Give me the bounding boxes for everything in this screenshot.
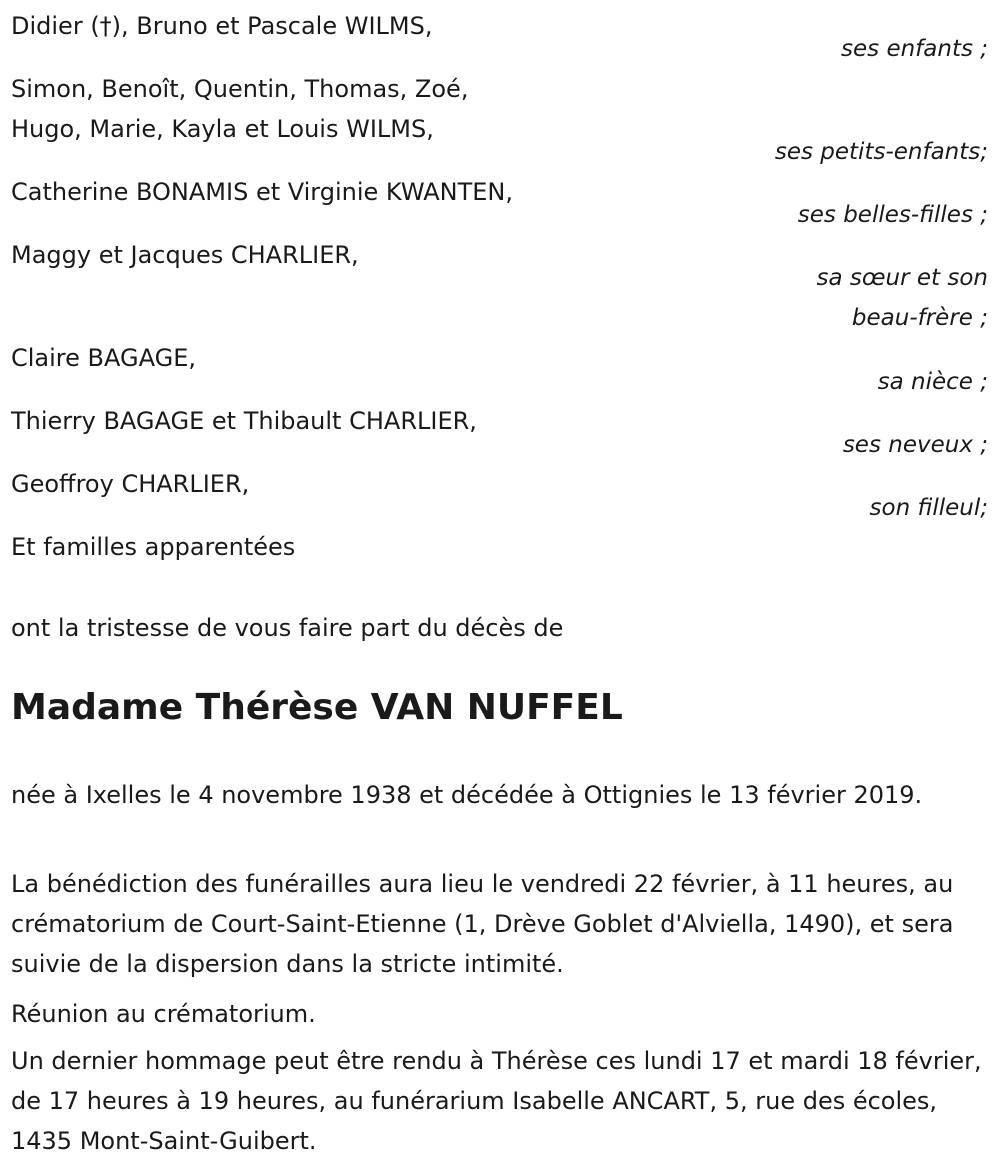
birth-death-paragraph: née à Ixelles le 4 novembre 1938 et décédée à Ottignies le 13 février 2019.	[11, 781, 923, 809]
relation-label: ses enfants ;	[841, 36, 988, 62]
relation-label: ses belles-filles ;	[797, 202, 988, 228]
relation-label: ses neveux ;	[842, 432, 988, 458]
mourner-line: Maggy et Jacques CHARLIER,	[11, 241, 359, 269]
mourner-line: Claire BAGAGE,	[11, 344, 196, 372]
relation-label: beau-frère ;	[851, 305, 988, 331]
relation-label: sa sœur et son	[816, 265, 988, 291]
deceased-name: Madame Thérèse VAN NUFFEL	[11, 687, 623, 728]
mourner-line: Et familles apparentées	[11, 533, 296, 561]
tribute-paragraph: Un dernier hommage peut être rendu à Thérèse ces lundi 17 et mardi 18 février, de 17 heures à 19 heures, au funérarium Isabelle ANCART, 5, rue des écoles, 1435 Mont-Saint-Guibert.	[11, 1047, 982, 1155]
mourner-line: Geoffroy CHARLIER,	[11, 470, 250, 498]
mourner-line: Simon, Benoît, Quentin, Thomas, Zoé,	[11, 75, 469, 103]
mourner-line: Catherine BONAMIS et Virginie KWANTEN,	[11, 178, 514, 206]
funeral-paragraph: La bénédiction des funérailles aura lieu le vendredi 22 février, à 11 heures, au crématorium de Court-Saint-Etienne (1, Drève Goblet d'Alviella, 1490), et sera suivie de la dispersion dans la stricte intimité.	[11, 870, 954, 978]
relation-label: son filleul;	[869, 495, 988, 521]
relation-label: sa nièce ;	[877, 369, 988, 395]
reunion-paragraph: Réunion au crématorium.	[11, 1000, 316, 1028]
relation-label: ses petits-enfants;	[774, 139, 988, 165]
mourner-line: Thierry BAGAGE et Thibault CHARLIER,	[11, 407, 477, 435]
mourner-line: Hugo, Marie, Kayla et Louis WILMS,	[11, 115, 434, 143]
mourner-line: Didier (†), Bruno et Pascale WILMS,	[11, 12, 433, 40]
announcement-text: ont la tristesse de vous faire part du décès de	[11, 614, 564, 642]
